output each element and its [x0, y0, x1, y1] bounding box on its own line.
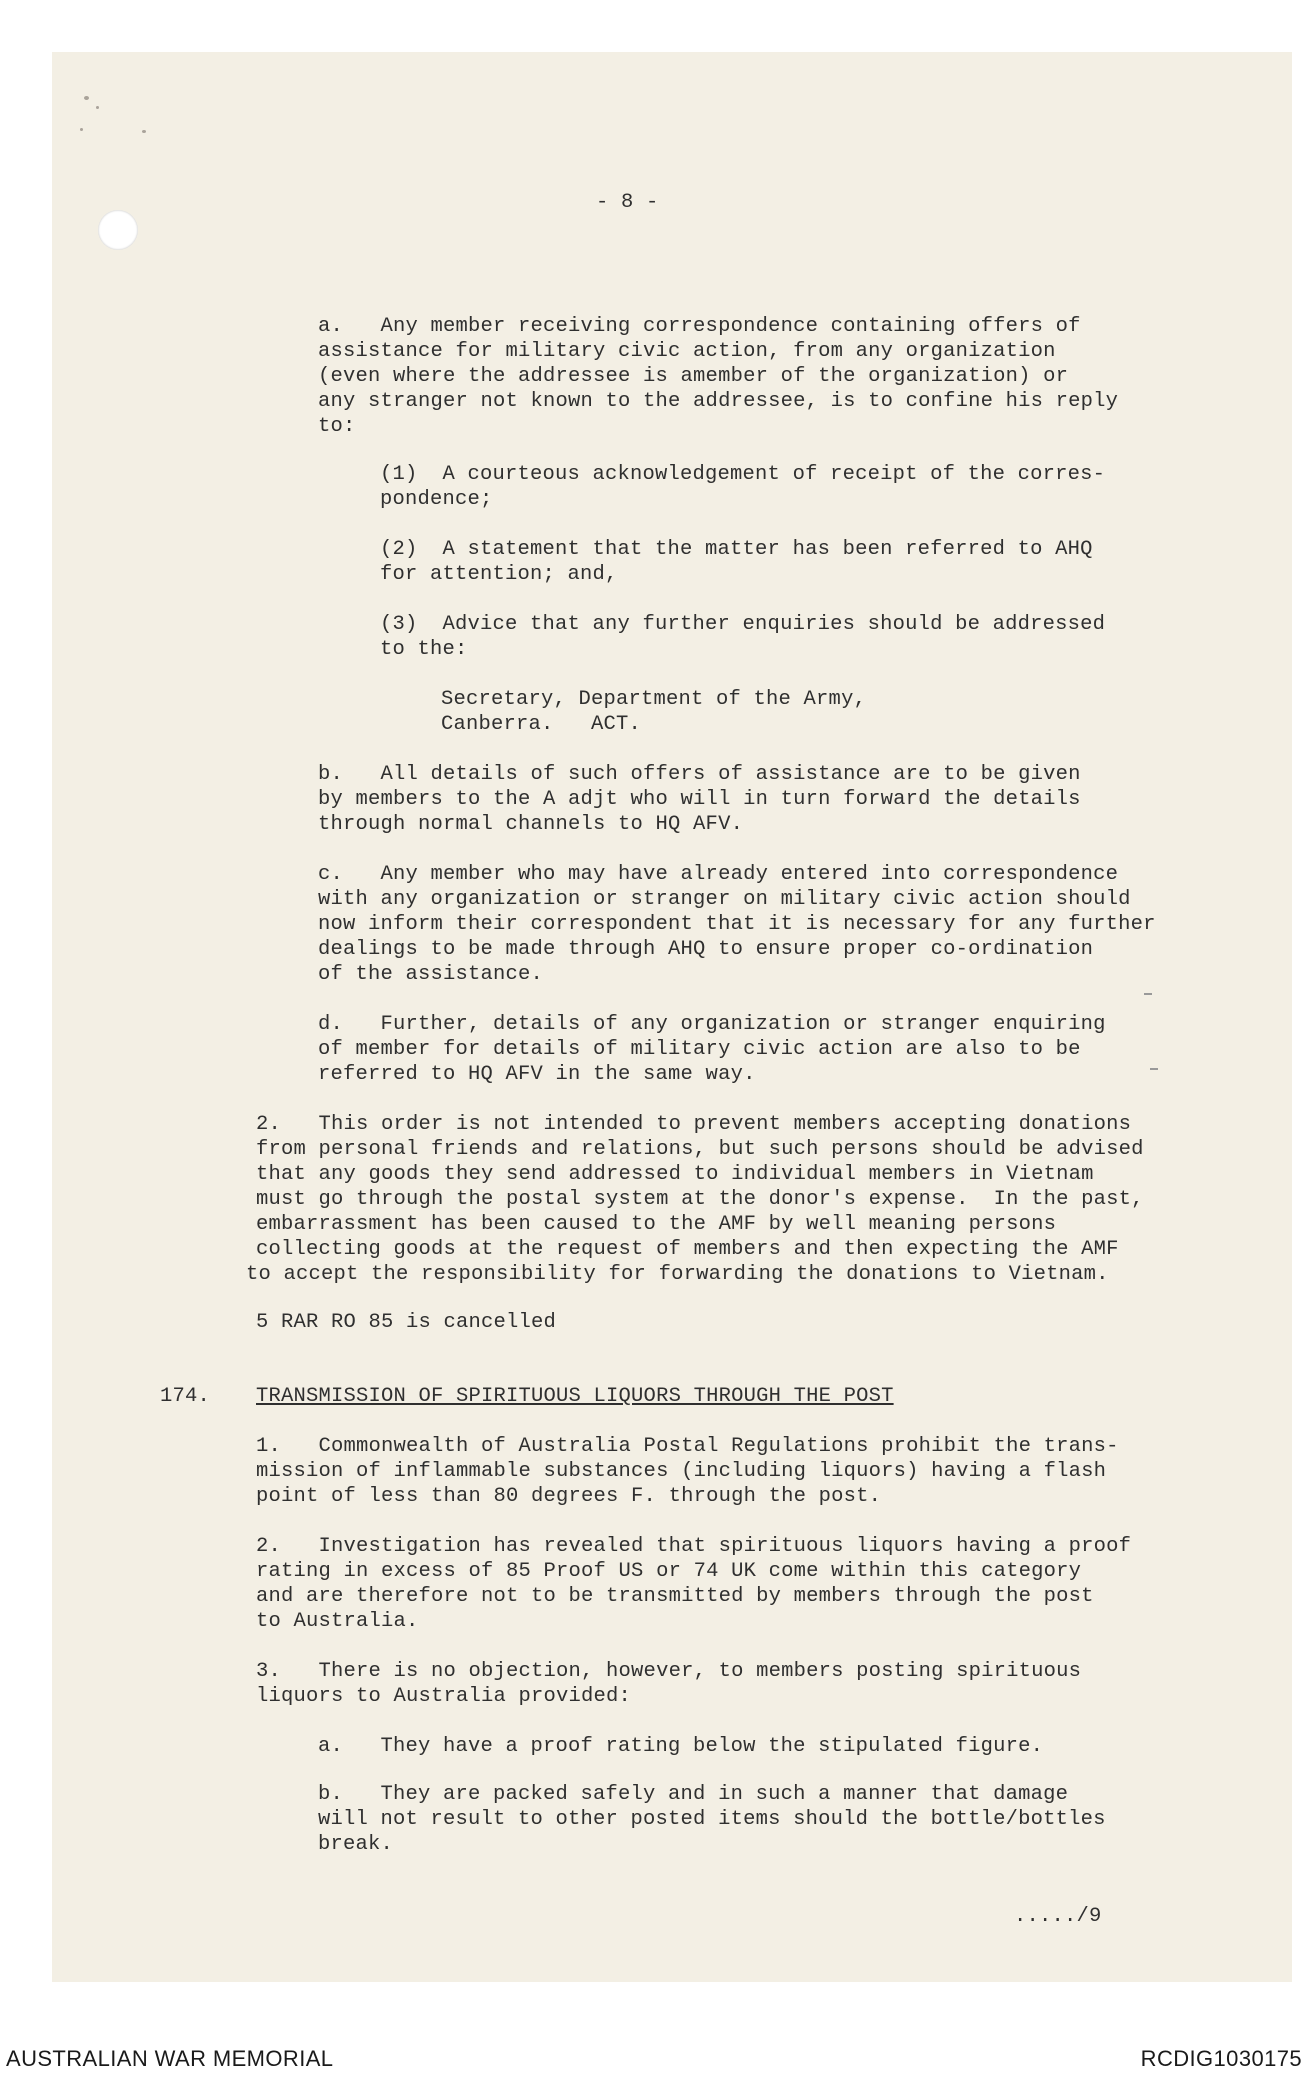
item-para-2-line: 2. Investigation has revealed that spirituous liquors having a proof — [256, 1535, 1132, 1558]
section-a-line: to: — [318, 415, 356, 438]
cancelled-note: 5 RAR RO 85 is cancelled — [256, 1311, 557, 1334]
section-c-line: dealings to be made through AHQ to ensure proper co-ordination — [318, 938, 1094, 961]
para-2-line: to accept the responsibility for forwarding the donations to Vietnam. — [246, 1263, 1109, 1286]
subitem-2-line: (2) A statement that the matter has been referred to AHQ — [380, 538, 1093, 561]
footer-institution: AUSTRALIAN WAR MEMORIAL — [6, 2046, 334, 2071]
subitem-3-line: (3) Advice that any further enquiries should be addressed — [380, 613, 1106, 636]
paper-speck — [80, 128, 83, 131]
para-2-line: must go through the postal system at the donor's expense. In the past, — [256, 1188, 1144, 1211]
para-2-line: collecting goods at the request of members and then expecting the AMF — [256, 1238, 1119, 1261]
subitem-1-line: (1) A courteous acknowledgement of receipt of the corres- — [380, 463, 1106, 486]
page-number: - 8 - — [596, 191, 659, 214]
item-number: 174. — [160, 1385, 211, 1408]
address-line: Secretary, Department of the Army, — [441, 688, 867, 711]
address-line: Canberra. ACT. — [441, 713, 642, 736]
item-sub-b-line: b. They are packed safely and in such a manner that damage — [318, 1783, 1069, 1806]
item-para-2-line: to Australia. — [256, 1610, 419, 1633]
margin-mark — [1144, 993, 1152, 995]
item-sub-a-line: a. They have a proof rating below the stipulated figure. — [318, 1735, 1044, 1758]
footer-record-id: RCDIG1030175 — [1140, 2046, 1302, 2071]
item-para-1-line: point of less than 80 degrees F. through the post. — [256, 1485, 882, 1508]
section-b-line: by members to the A adjt who will in turn forward the details — [318, 788, 1081, 811]
section-b-line: through normal channels to HQ AFV. — [318, 813, 744, 836]
subitem-1-line: pondence; — [380, 488, 493, 511]
item-para-1-line: mission of inflammable substances (including liquors) having a flash — [256, 1460, 1107, 1483]
section-d-line: d. Further, details of any organization or stranger enquiring — [318, 1013, 1106, 1036]
paper-speck — [142, 130, 146, 133]
paper-speck — [96, 106, 99, 109]
section-d-line: referred to HQ AFV in the same way. — [318, 1063, 756, 1086]
section-c-line: c. Any member who may have already entered into correspondence — [318, 863, 1119, 886]
item-sub-b-line: will not result to other posted items should the bottle/bottles — [318, 1808, 1106, 1831]
continuation-marker: ...../9 — [1014, 1905, 1102, 1928]
section-b-line: b. All details of such offers of assistance are to be given — [318, 763, 1081, 786]
para-2-line: embarrassment has been caused to the AMF by well meaning persons — [256, 1213, 1057, 1236]
section-a-line: any stranger not known to the addressee, is to confine his reply — [318, 390, 1119, 413]
subitem-3-line: to the: — [380, 638, 468, 661]
para-2-line: that any goods they send addressed to individual members in Vietnam — [256, 1163, 1094, 1186]
section-a-line: (even where the addressee is amember of the organization) or — [318, 365, 1069, 388]
item-para-3-line: liquors to Australia provided: — [256, 1685, 632, 1708]
section-c-line: of the assistance. — [318, 963, 544, 986]
section-c-line: now inform their correspondent that it is necessary for any further — [318, 913, 1156, 936]
subitem-2-line: for attention; and, — [380, 563, 618, 586]
para-2-line: 2. This order is not intended to prevent members accepting donations — [256, 1113, 1132, 1136]
item-para-3-line: 3. There is no objection, however, to members posting spirituous — [256, 1660, 1082, 1683]
section-d-line: of member for details of military civic action are also to be — [318, 1038, 1081, 1061]
item-para-2-line: and are therefore not to be transmitted by members through the post — [256, 1585, 1094, 1608]
section-a-line: assistance for military civic action, from any organization — [318, 340, 1056, 363]
punch-hole — [98, 210, 138, 250]
item-para-2-line: rating in excess of 85 Proof US or 74 UK come within this category — [256, 1560, 1082, 1583]
section-c-line: with any organization or stranger on military civic action should — [318, 888, 1131, 911]
item-title: TRANSMISSION OF SPIRITUOUS LIQUORS THROUGH THE POST — [256, 1385, 894, 1408]
item-sub-b-line: break. — [318, 1833, 394, 1856]
para-2-line: from personal friends and relations, but such persons should be advised — [256, 1138, 1144, 1161]
section-a-line: a. Any member receiving correspondence containing offers of — [318, 315, 1081, 338]
paper-speck — [84, 96, 89, 100]
margin-mark — [1150, 1068, 1158, 1070]
item-para-1-line: 1. Commonwealth of Australia Postal Regulations prohibit the trans- — [256, 1435, 1119, 1458]
